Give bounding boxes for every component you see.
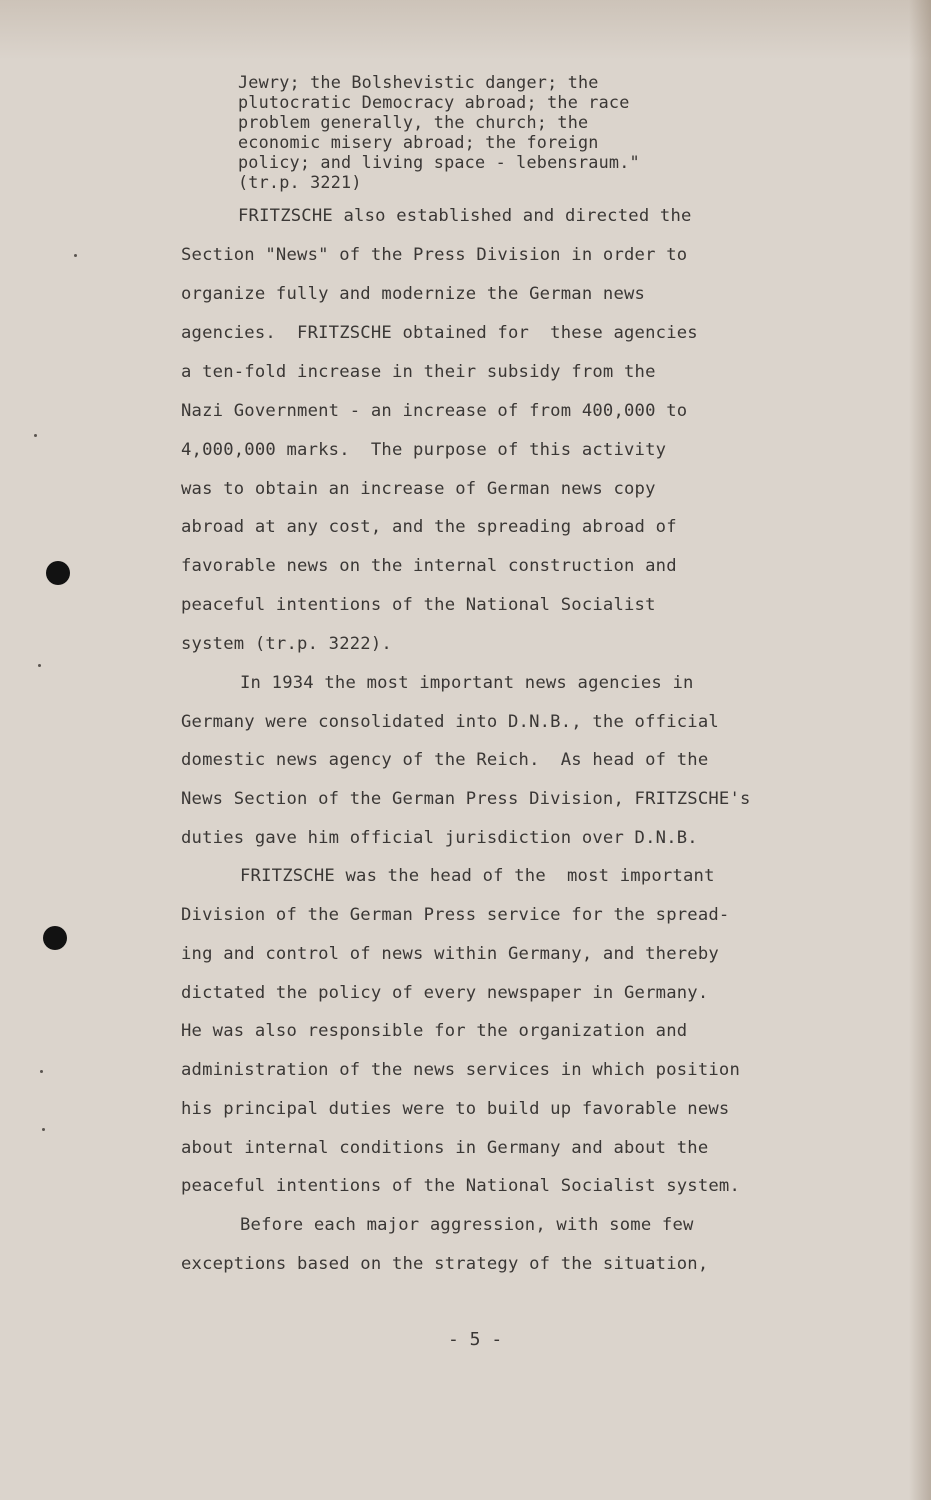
text-line: organize fully and modernize the German news (181, 284, 646, 304)
paper-speck (34, 434, 37, 437)
text-line: Before each major aggression, with some few (240, 1215, 694, 1235)
paper-speck (74, 254, 77, 257)
text-line: exceptions based on the strategy of the situation, (181, 1254, 709, 1274)
text-line: peaceful intentions of the National Socialist system. (181, 1176, 741, 1196)
punch-hole-upper (46, 561, 70, 585)
quote-line: plutocratic Democracy abroad; the race (238, 92, 630, 112)
text-line: Nazi Government - an increase of from 400,000 to (181, 401, 688, 421)
text-line: duties gave him official jurisdiction over D.N.B. (181, 828, 698, 848)
text-line: peaceful intentions of the National Socialist (181, 595, 656, 615)
text-line: was to obtain an increase of German news copy (181, 479, 656, 499)
text-line: In 1934 the most important news agencies in (240, 673, 694, 693)
text-line: domestic news agency of the Reich. As head of the (181, 750, 709, 770)
text-line: administration of the news services in which position (181, 1060, 741, 1080)
text-line: abroad at any cost, and the spreading abroad of (181, 517, 677, 537)
page-number: - 5 - (448, 1329, 503, 1350)
text-line: News Section of the German Press Division, FRITZSCHE's (181, 789, 751, 809)
quote-line: problem generally, the church; the (238, 112, 589, 132)
text-line: favorable news on the internal construction and (181, 556, 677, 576)
text-line: ing and control of news within Germany, and thereby (181, 944, 719, 964)
quote-line: economic misery abroad; the foreign (238, 132, 599, 152)
punch-hole-lower (43, 926, 67, 950)
paper-speck (40, 1070, 43, 1073)
page-edge-shadow (909, 0, 931, 1500)
paper-discoloration (0, 0, 931, 60)
text-line: 4,000,000 marks. The purpose of this activity (181, 440, 667, 460)
paper-speck (42, 1128, 45, 1131)
text-line: FRITZSCHE was the head of the most important (240, 866, 715, 886)
text-line: He was also responsible for the organization and (181, 1021, 688, 1041)
text-line: agencies. FRITZSCHE obtained for these agencies (181, 323, 698, 343)
text-line: his principal duties were to build up favorable news (181, 1099, 730, 1119)
text-line: system (tr.p. 3222). (181, 634, 392, 654)
paper-speck (38, 664, 41, 667)
text-line: Germany were consolidated into D.N.B., the official (181, 712, 719, 732)
text-line: about internal conditions in Germany and about the (181, 1138, 709, 1158)
quote-line: (tr.p. 3221) (238, 172, 362, 192)
text-line: a ten-fold increase in their subsidy from the (181, 362, 656, 382)
text-line: FRITZSCHE also established and directed the (238, 206, 692, 226)
text-line: Division of the German Press service for the spread- (181, 905, 730, 925)
quote-line: Jewry; the Bolshevistic danger; the (238, 72, 599, 92)
quote-line: policy; and living space - lebensraum." (238, 152, 640, 172)
text-line: dictated the policy of every newspaper in Germany. (181, 983, 709, 1003)
text-line: Section "News" of the Press Division in order to (181, 245, 688, 265)
